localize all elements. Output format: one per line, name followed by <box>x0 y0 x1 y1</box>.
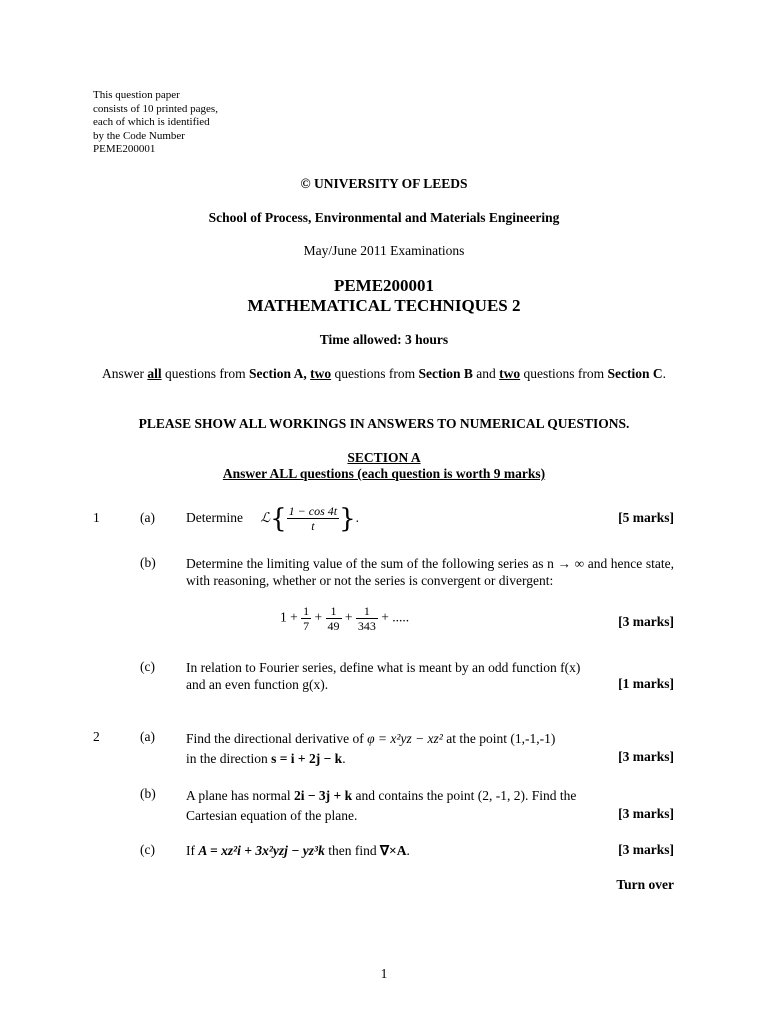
question-1c: In relation to Fourier series, define what is meant by an odd function f(x) and an even function g(x). <box>186 660 581 692</box>
marks: [3 marks] <box>618 842 674 857</box>
paper-info-line: This question paper <box>93 89 180 101</box>
instr-text: questions from <box>331 366 419 381</box>
laplace-symbol: ℒ <box>260 510 271 525</box>
exam-session: May/June 2011 Examinations <box>303 243 465 258</box>
paper-info-line: by the Code Number <box>93 129 185 142</box>
instr-text: questions from <box>161 366 249 381</box>
instr-text: . <box>662 366 667 381</box>
question-2b <box>186 786 586 826</box>
section-a-heading <box>0 450 768 482</box>
question-number: 1 <box>93 510 100 525</box>
instructions <box>80 366 688 382</box>
question-2c <box>186 842 566 859</box>
module-code: PEME200001 <box>333 276 435 295</box>
question-text: . <box>342 751 346 766</box>
part-label: (a) <box>140 510 155 525</box>
marks: [3 marks] <box>618 806 674 821</box>
fraction-denominator: 343 <box>357 619 376 633</box>
section-title: SECTION A <box>347 450 421 465</box>
part-label: (c) <box>140 659 155 674</box>
part-label: (a) <box>140 729 155 744</box>
page-number: 1 <box>380 966 388 981</box>
time-allowed: Time allowed: 3 hours <box>319 332 449 347</box>
question-text: Find the directional derivative of <box>186 731 364 746</box>
question-text: A plane has normal <box>186 788 291 803</box>
fraction-numerator: 1 <box>326 604 342 619</box>
instr-section: Section A, <box>248 366 307 381</box>
math-expression: φ = x²yz − xz² <box>367 731 443 746</box>
instr-section: Section C <box>607 366 663 381</box>
question-number: 2 <box>93 729 100 744</box>
school-name: School of Process, Environmental and Materials Engineering <box>208 210 560 225</box>
instr-section: Section B <box>418 366 473 381</box>
turn-over-note: Turn over <box>616 877 674 892</box>
series-term: 1 + <box>280 609 298 625</box>
paper-info-line: PEME200001 <box>93 143 156 155</box>
math-expression: A = xz²i + 3x²yzj − yz³k <box>198 843 325 858</box>
series-fraction <box>301 604 311 633</box>
question-text: and contains the point (2, -1, 2). Find the Cartesian equation of the plane. <box>186 788 577 823</box>
section-subtitle: Answer ALL questions (each question is worth 9 marks) <box>222 466 546 481</box>
question-text: Determine <box>186 510 243 525</box>
math-expression: s = i + 2j − k <box>271 751 343 766</box>
question-text: If <box>186 843 195 858</box>
instr-text: Answer <box>101 366 148 381</box>
fraction-denominator: t <box>311 519 315 534</box>
series-expression: 1 + $\frac{1}{7}$ + $\frac{1}{49}$ + $\frac{1}{343}$ + ..... <box>280 604 410 633</box>
laplace-fraction <box>287 504 339 533</box>
university-name: © UNIVERSITY OF LEEDS <box>300 176 468 191</box>
brace-open: { <box>270 503 287 534</box>
math-expression: ∇×A <box>379 843 407 858</box>
show-workings-notice: PLEASE SHOW ALL WORKINGS IN ANSWERS TO NUMERICAL QUESTIONS. <box>138 416 630 431</box>
question-2a <box>186 729 566 769</box>
series-fraction <box>326 604 342 633</box>
paper-info-line: each of which is identified <box>93 116 210 128</box>
question-text: at the point (1,-1,-1) in the direction <box>186 731 556 766</box>
module-title: MATHEMATICAL TECHNIQUES 2 <box>247 296 521 315</box>
fraction-numerator: 1 − cos 4t <box>288 504 338 519</box>
marks: [3 marks] <box>618 614 674 629</box>
instr-emph: all <box>147 366 162 381</box>
instr-text: questions from <box>520 366 608 381</box>
question-1b: Determine the limiting value of the sum of the following series as n → ∞ and hence state, with reasoning, whether or not the series is convergent or divergent: <box>186 556 674 588</box>
marks: [3 marks] <box>618 749 674 764</box>
fraction-denominator: 7 <box>303 619 310 633</box>
instr-emph: two <box>310 366 332 381</box>
instr-emph: two <box>499 366 521 381</box>
part-label: (b) <box>140 786 156 801</box>
series-term: + ..... <box>381 609 410 625</box>
paper-info <box>93 89 218 157</box>
brace-close: } <box>339 503 356 534</box>
fraction-numerator: 1 <box>303 604 310 618</box>
marks: [5 marks] <box>618 510 674 525</box>
module-heading <box>0 276 768 316</box>
part-label: (b) <box>140 555 156 570</box>
part-label: (c) <box>140 842 155 857</box>
marks: [1 marks] <box>618 676 674 691</box>
math-expression: 2i − 3j + k <box>293 788 353 803</box>
question-text: then find <box>328 843 377 858</box>
paper-info-line: consists of 10 printed pages, <box>93 102 218 115</box>
fraction-denominator: 49 <box>327 619 340 633</box>
fraction-numerator: 1 <box>356 604 378 619</box>
question-text: . <box>406 843 410 858</box>
instr-text: and <box>472 366 500 381</box>
series-fraction <box>356 604 378 633</box>
question-1a: Determine ℒ{ $\frac{1 - \cos 4t}{t}$ }. <box>186 503 359 534</box>
